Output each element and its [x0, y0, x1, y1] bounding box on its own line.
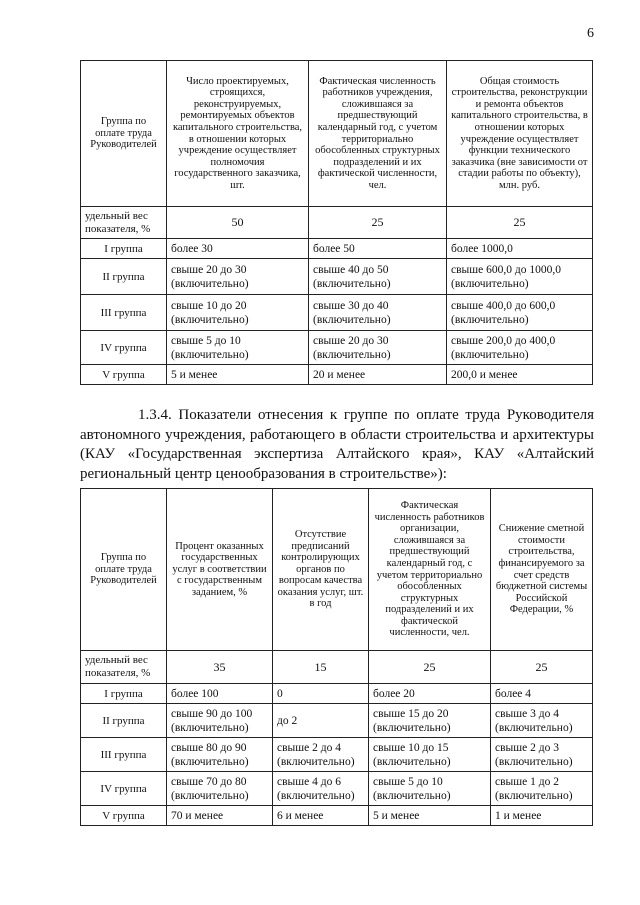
- table-cell: до 2: [273, 704, 369, 738]
- header-objects-count: Число проектируемых, строящихся, реконструируемых, ремонтируемых объектов капитального строительства, в отношении которых учреждение осуществляет полномочия государственного заказчика, шт.: [167, 61, 309, 207]
- table-cell: более 20: [369, 684, 491, 704]
- table-cell: 200,0 и менее: [447, 365, 593, 385]
- table-row: [81, 684, 593, 704]
- weight-value: 50: [167, 207, 309, 239]
- weight-value: 25: [369, 651, 491, 684]
- section-text: 1.3.4. Показатели отнесения к группе по оплате труда Руководителя автономного учреждения, работающего в области строительства и архитектуры (КАУ «Государственная экспертиза Алтайского края», КАУ «Алтайский региональный центр ценообразования в строительстве»):: [80, 407, 594, 482]
- header-services-percent: Процент оказанных государственных услуг в соответствии с государственным заданием, %: [167, 489, 273, 651]
- table-2-weight-row: [81, 651, 593, 684]
- table-cell: свыше 10 до 20 (включительно): [167, 295, 309, 331]
- table-cell: более 1000,0: [447, 239, 593, 259]
- weight-value: 25: [309, 207, 447, 239]
- table-cell: свыше 20 до 30 (включительно): [167, 259, 309, 295]
- table-1-header-row: [81, 61, 593, 207]
- header-group: Группа по оплате труда Руководителей: [81, 489, 167, 651]
- table-cell: 5 и менее: [167, 365, 309, 385]
- table-2-header-row: [81, 489, 593, 651]
- weight-value: 25: [447, 207, 593, 239]
- table-cell: 5 и менее: [369, 806, 491, 826]
- table-cell: свыше 80 до 90 (включительно): [167, 738, 273, 772]
- group-label: II группа: [81, 704, 167, 738]
- section-paragraph: [80, 406, 594, 484]
- table-cell: свыше 5 до 10 (включительно): [369, 772, 491, 806]
- table-cell: свыше 30 до 40 (включительно): [309, 295, 447, 331]
- table-cell: 1 и менее: [491, 806, 593, 826]
- weight-value: 15: [273, 651, 369, 684]
- group-label: V группа: [81, 365, 167, 385]
- table-cell: свыше 200,0 до 400,0 (включительно): [447, 331, 593, 365]
- table-cell: свыше 3 до 4 (включительно): [491, 704, 593, 738]
- table-cell: свыше 40 до 50 (включительно): [309, 259, 447, 295]
- header-cost-reduction: Снижение сметной стоимости строительства, финансируемого за счет средств бюджетной системы Российской Федерации, %: [491, 489, 593, 651]
- table-row: [81, 295, 593, 331]
- group-label: I группа: [81, 684, 167, 704]
- table-cell: свыше 90 до 100 (включительно): [167, 704, 273, 738]
- group-label: II группа: [81, 259, 167, 295]
- table-row: [81, 772, 593, 806]
- weight-value: 25: [491, 651, 593, 684]
- table-cell: свыше 2 до 3 (включительно): [491, 738, 593, 772]
- table-cell: более 100: [167, 684, 273, 704]
- header-staff-count: Фактическая численность работников учреждения, сложившаяся за предшествующий календарный год, с учетом территориально обособленных структурных подразделений и их фактической численности, чел.: [309, 61, 447, 207]
- header-staff-count: Фактическая численность работников организации, сложившаяся за предшествующий календарный год, с учетом территориально обособленных структурных подразделений и их фактической численности, чел.: [369, 489, 491, 651]
- table-cell: свыше 400,0 до 600,0 (включительно): [447, 295, 593, 331]
- header-total-cost: Общая стоимость строительства, реконструкции и ремонта объектов капитального строительства, в отношении которых учреждение осуществляет функции технического заказчика (вне зависимости от стадии работы по объекту), млн. руб.: [447, 61, 593, 207]
- group-label: I группа: [81, 239, 167, 259]
- table-2: [80, 488, 593, 826]
- table-cell: свыше 4 до 6 (включительно): [273, 772, 369, 806]
- table-cell: 6 и менее: [273, 806, 369, 826]
- table-row: [81, 806, 593, 826]
- table-cell: свыше 10 до 15 (включительно): [369, 738, 491, 772]
- weight-label: удельный вес показателя, %: [81, 651, 167, 684]
- table-cell: свыше 600,0 до 1000,0 (включительно): [447, 259, 593, 295]
- group-label: III группа: [81, 295, 167, 331]
- table-1-weight-row: [81, 207, 593, 239]
- weight-value: 35: [167, 651, 273, 684]
- table-cell: 0: [273, 684, 369, 704]
- table-cell: свыше 5 до 10 (включительно): [167, 331, 309, 365]
- page-number: 6: [587, 26, 594, 41]
- group-label: V группа: [81, 806, 167, 826]
- table-row: [81, 259, 593, 295]
- table-cell: свыше 20 до 30 (включительно): [309, 331, 447, 365]
- table-cell: более 30: [167, 239, 309, 259]
- header-group: Группа по оплате труда Руководителей: [81, 61, 167, 207]
- table-cell: более 4: [491, 684, 593, 704]
- weight-label: удельный вес показателя, %: [81, 207, 167, 239]
- table-1: [80, 60, 593, 385]
- table-cell: свыше 2 до 4 (включительно): [273, 738, 369, 772]
- table-cell: более 50: [309, 239, 447, 259]
- group-label: III группа: [81, 738, 167, 772]
- table-cell: свыше 1 до 2 (включительно): [491, 772, 593, 806]
- table-row: [81, 239, 593, 259]
- table-cell: свыше 70 до 80 (включительно): [167, 772, 273, 806]
- table-cell: 70 и менее: [167, 806, 273, 826]
- table-cell: свыше 15 до 20 (включительно): [369, 704, 491, 738]
- group-label: IV группа: [81, 331, 167, 365]
- header-no-prescriptions: Отсутствие предписаний контролирующих органов по вопросам качества оказания услуг, шт. в год: [273, 489, 369, 651]
- table-cell: 20 и менее: [309, 365, 447, 385]
- group-label: IV группа: [81, 772, 167, 806]
- table-row: [81, 365, 593, 385]
- table-row: [81, 704, 593, 738]
- table-row: [81, 738, 593, 772]
- table-row: [81, 331, 593, 365]
